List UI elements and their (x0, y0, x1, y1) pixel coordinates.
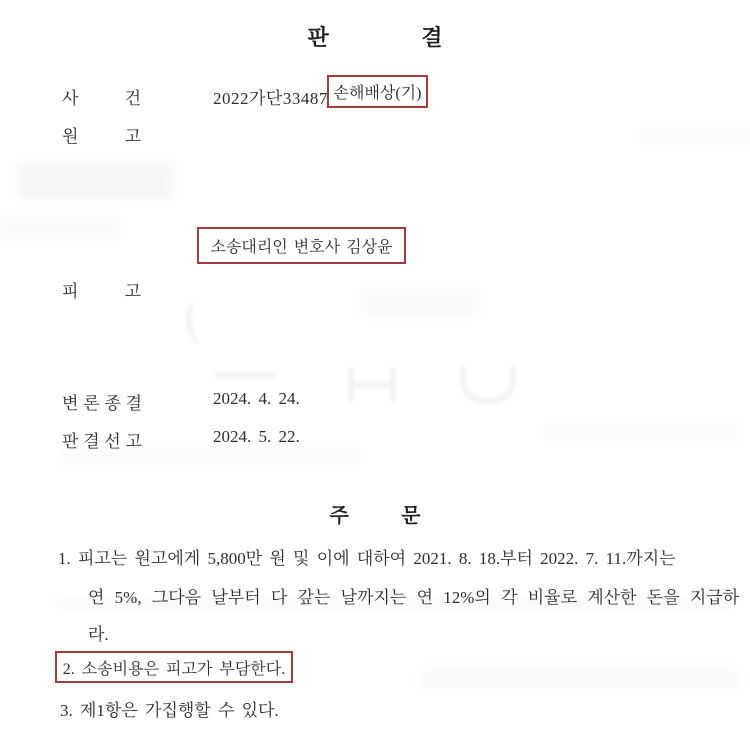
watermark-bar-shape (215, 372, 277, 378)
order-heading-text: 주 문 (329, 505, 421, 527)
order-item-1-line-1: 1. 피고는 원고에게 5,800만 원 및 이에 대하여 2021. 8. 18.부터 2022. 7. 11.까지는 (58, 549, 676, 568)
watermark-arc-shape (184, 299, 214, 345)
sentencing-date: 2024. 5. 22. (213, 427, 300, 446)
sentencing-label: 판 결 선 고 (62, 432, 142, 451)
scan-smudge (420, 668, 740, 690)
document-title (0, 21, 750, 52)
order-item-1-line-2: 연 5%, 그다음 날부터 다 갚는 날까지는 연 12%의 각 비율로 계산한 돈을 지급하 (88, 588, 740, 607)
scan-smudge (638, 128, 750, 144)
scan-smudge (545, 424, 740, 440)
order-item-2-highlight-box (55, 651, 293, 683)
watermark-letter-shape (348, 368, 396, 402)
order-heading (0, 499, 750, 528)
watermark-letter-shape (460, 366, 516, 404)
scan-smudge (18, 163, 173, 199)
scan-smudge (360, 288, 480, 316)
case-type-highlight-box (327, 75, 428, 108)
hearing-close-date: 2024. 4. 24. (213, 389, 300, 408)
case-type-text: 손해배상(기) (333, 85, 422, 102)
hearing-close-label: 변 론 종 결 (62, 394, 142, 413)
case-label: 사 건 (62, 89, 141, 108)
order-item-2-text: 2. 소송비용은 피고가 부담한다. (62, 660, 286, 678)
scan-smudge (0, 216, 118, 240)
document-title-text: 판 결 (307, 25, 443, 50)
counsel-text: 소송대리인 변호사 김상윤 (210, 239, 393, 256)
counsel-highlight-box (197, 227, 406, 264)
defendant-label: 피 고 (62, 282, 141, 301)
order-item-1-line-3: 라. (88, 625, 109, 644)
plaintiff-label: 원 고 (62, 127, 141, 146)
case-number-value: 2022가단33487 (213, 89, 328, 108)
order-item-3: 3. 제1항은 가집행할 수 있다. (60, 701, 279, 720)
